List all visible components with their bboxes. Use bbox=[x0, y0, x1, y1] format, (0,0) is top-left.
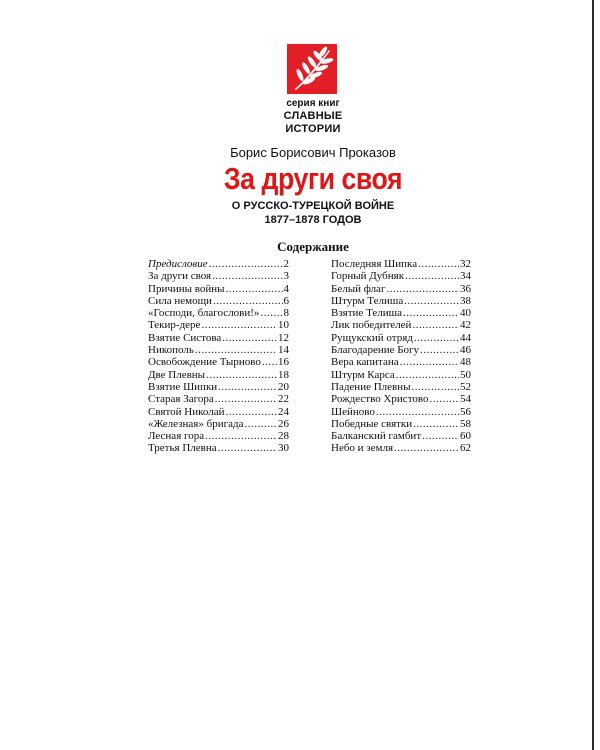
toc-entry bbox=[331, 258, 471, 270]
toc-entry bbox=[331, 369, 471, 381]
subtitle-line1: О РУССКО-ТУРЕЦКОЙ ВОЙНЕ bbox=[231, 200, 395, 212]
toc-entry-title: Горный Дубняк bbox=[331, 270, 405, 283]
toc-entry-title: Взятие Систова bbox=[148, 331, 222, 344]
toc-entry-title: Взятие Шипки bbox=[148, 380, 218, 393]
subtitle-line2: 1877–1878 ГОДОВ bbox=[264, 214, 362, 226]
toc-entry-page: 34 bbox=[460, 270, 471, 283]
series-title-line1: СЛАВНЫЕ bbox=[283, 110, 343, 122]
toc-entry bbox=[148, 332, 289, 344]
toc-entry-page: 16 bbox=[278, 356, 289, 369]
page-edge-line bbox=[592, 0, 594, 750]
toc-entry-title: Освобождение Тырново bbox=[148, 356, 261, 369]
toc-entry-page: 58 bbox=[460, 417, 471, 430]
toc-entry-title: Белый флаг bbox=[331, 282, 386, 295]
toc-entry-page: 48 bbox=[460, 356, 471, 369]
toc-entry-page: 30 bbox=[278, 442, 289, 455]
toc-entry bbox=[148, 393, 289, 405]
toc-entry bbox=[331, 344, 471, 356]
toc-entry bbox=[331, 406, 471, 418]
toc-entry bbox=[148, 295, 289, 307]
toc-entry-page: 50 bbox=[460, 368, 471, 381]
toc-entry-title: Рождество Христово bbox=[331, 393, 429, 406]
toc-entry-page: 42 bbox=[460, 319, 471, 332]
toc-entry-title: Балканский гамбит bbox=[331, 430, 422, 443]
toc-entry-title: «Господи, благослови!» bbox=[148, 307, 260, 320]
toc-entry bbox=[148, 356, 289, 368]
toc-entry-title: Вера капитана bbox=[331, 356, 399, 369]
book-title: За други своя bbox=[223, 161, 403, 196]
toc-entry bbox=[148, 406, 289, 418]
toc-entry-page: 28 bbox=[278, 430, 289, 443]
toc-entry bbox=[331, 381, 471, 393]
toc-entry bbox=[331, 442, 471, 454]
toc-entry bbox=[148, 369, 289, 381]
toc-entry-page: 36 bbox=[460, 282, 471, 295]
toc-entry-title: Рущукский отряд bbox=[331, 331, 413, 344]
toc-entry bbox=[331, 270, 471, 282]
toc-entry bbox=[148, 258, 289, 270]
toc-heading: Содержание bbox=[277, 239, 349, 254]
toc-entry-title: Последняя Шипка bbox=[331, 258, 418, 270]
toc-entry bbox=[331, 332, 471, 344]
toc-entry-title: Взятие Телиша bbox=[331, 307, 402, 320]
toc-entry-title: За други своя bbox=[148, 270, 212, 283]
toc-entry-page: 32 bbox=[460, 258, 471, 270]
toc-entry-page: 44 bbox=[460, 331, 471, 344]
toc-entry bbox=[148, 430, 289, 442]
toc-entry bbox=[148, 319, 289, 331]
toc-entry bbox=[331, 393, 471, 405]
toc-entry-title: Святой Николай bbox=[148, 405, 225, 418]
toc-entry-page: 62 bbox=[460, 442, 471, 455]
toc-entry-title: Старая Загора bbox=[148, 393, 214, 406]
toc-entry-title: Шейново bbox=[331, 405, 375, 418]
toc-entry-page: 3 bbox=[283, 270, 289, 283]
toc-entry bbox=[148, 283, 289, 295]
toc-entry-title: Штурм Карса bbox=[331, 368, 395, 381]
toc-entry-page: 6 bbox=[283, 294, 289, 307]
book-subtitle bbox=[0, 199, 600, 227]
toc-entry bbox=[331, 295, 471, 307]
toc-entry-title: Штурм Телиша bbox=[331, 294, 404, 307]
toc-entry-title: Падение Плевны bbox=[331, 380, 411, 393]
toc-entry bbox=[331, 319, 471, 331]
toc-entry bbox=[331, 356, 471, 368]
toc-column-left bbox=[148, 258, 289, 455]
toc-entry-title: Две Плевны bbox=[148, 368, 206, 381]
series-logo bbox=[287, 44, 337, 94]
toc-entry-page: 2 bbox=[283, 258, 289, 270]
toc-entry bbox=[148, 307, 289, 319]
toc-column-right bbox=[331, 258, 471, 455]
toc-entry-title: Предисловие bbox=[148, 258, 208, 270]
series-block bbox=[250, 98, 376, 136]
toc-entry bbox=[331, 430, 471, 442]
toc-entry bbox=[331, 283, 471, 295]
toc-entry-title: «Железная» бригада bbox=[148, 417, 244, 430]
toc-entry-page: 4 bbox=[283, 282, 289, 295]
series-title-line2: ИСТОРИИ bbox=[285, 123, 341, 135]
toc-entry bbox=[148, 418, 289, 430]
toc-entry-title: Третья Плевна bbox=[148, 442, 217, 455]
toc-entry bbox=[331, 418, 471, 430]
toc-entry-title: Благодарение Богу bbox=[331, 344, 420, 357]
toc-entry-page: 40 bbox=[460, 307, 471, 320]
toc-entry-page: 38 bbox=[460, 294, 471, 307]
toc-entry-page: 60 bbox=[460, 430, 471, 443]
toc-entry bbox=[148, 344, 289, 356]
toc-entry-page: 56 bbox=[460, 405, 471, 418]
toc-entry-page: 10 bbox=[278, 319, 289, 332]
toc-entry-title: Лик победителей bbox=[331, 319, 412, 332]
toc-entry-page: 24 bbox=[278, 405, 289, 418]
laurel-branch-icon bbox=[287, 44, 337, 94]
toc-entry bbox=[148, 442, 289, 454]
toc-entry-page: 46 bbox=[460, 344, 471, 357]
toc-entry-page: 14 bbox=[278, 344, 289, 357]
toc-entry-title: Лесная гора bbox=[148, 430, 205, 443]
toc-entry bbox=[148, 270, 289, 282]
toc-entry-page: 54 bbox=[460, 393, 471, 406]
author-name: Борис Борисович Проказов bbox=[230, 145, 396, 160]
toc-entry-title: Победные святки bbox=[331, 417, 413, 430]
toc-entry-page: 18 bbox=[278, 368, 289, 381]
toc-entry-title: Сила немощи bbox=[148, 294, 212, 307]
series-label: серия книг bbox=[286, 98, 340, 109]
toc-entry-title: Небо и земля bbox=[331, 442, 394, 455]
toc-entry-page: 22 bbox=[278, 393, 289, 406]
toc-entry-page: 52 bbox=[460, 380, 471, 393]
toc-entry-page: 20 bbox=[278, 380, 289, 393]
toc-entry-title: Никополь bbox=[148, 344, 194, 357]
toc-entry-page: 12 bbox=[278, 331, 289, 344]
toc-entry-title: Текир-дере bbox=[148, 319, 201, 332]
toc-entry-page: 26 bbox=[278, 417, 289, 430]
toc-entry-page: 8 bbox=[283, 307, 289, 320]
toc-entry-title: Причины войны bbox=[148, 282, 225, 295]
toc-entry bbox=[331, 307, 471, 319]
toc-entry bbox=[148, 381, 289, 393]
